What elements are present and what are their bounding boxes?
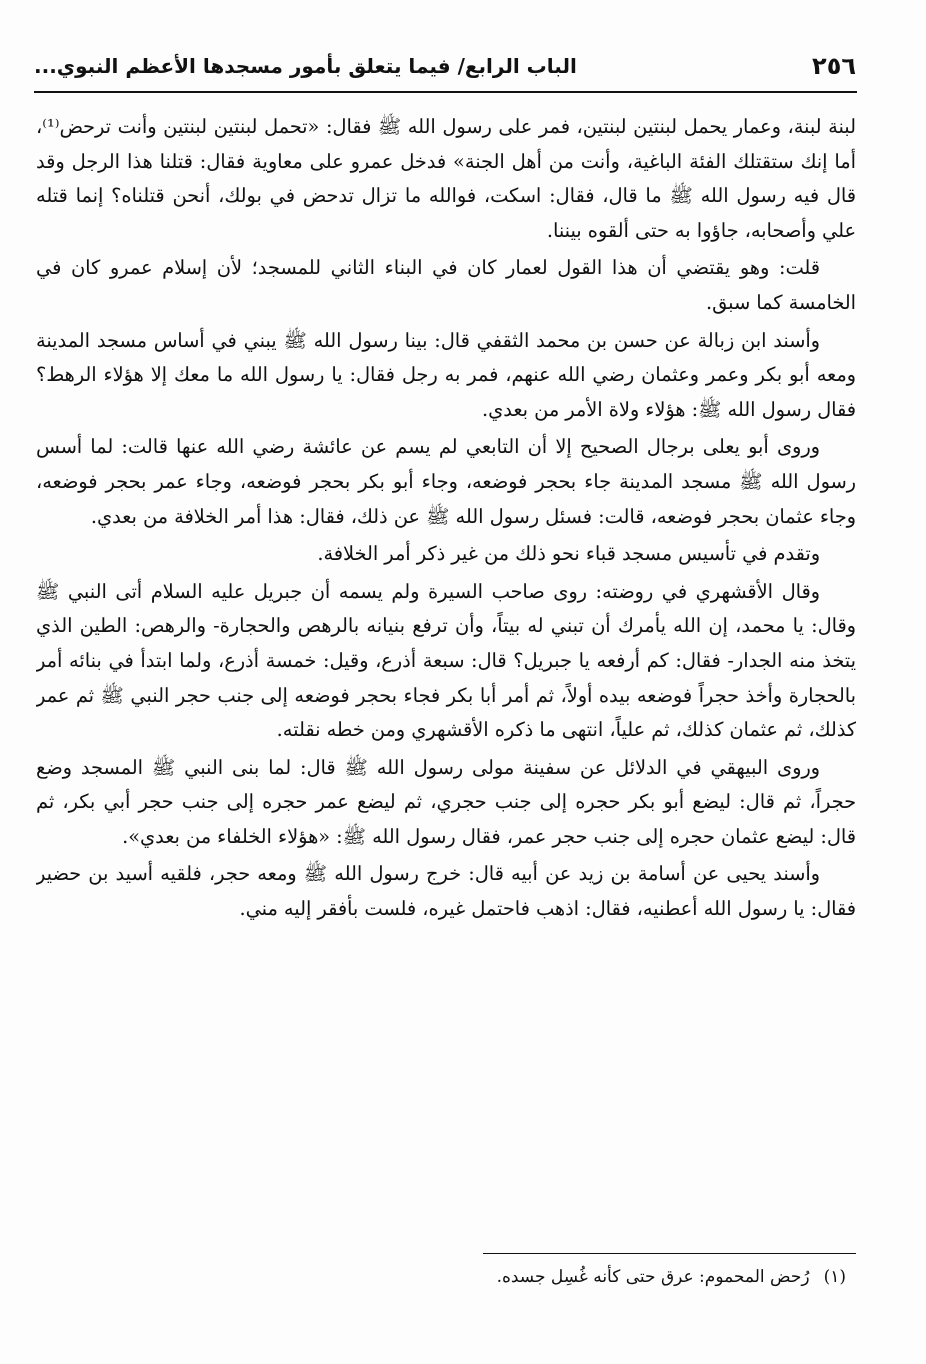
paragraph: وروى أبو يعلى برجال الصحيح إلا أن التابعي لم يسم عن عائشة رضي الله عنها قالت: لما أسس رسول الله ﷺ مسجد المدينة جاء بحجر فوضعه، وجاء أبو بكر بحجر فوضعه، وجاء عمر بحجر فوضعه، وجاء عثمان بحجر فوضعه، قالت: فسئل رسول الله ﷺ عن ذلك، فقال: هذا أمر الخلافة من بعدي. — [36, 435, 856, 528]
footnote-marker: (١) — [823, 1267, 846, 1287]
paragraph: وروى البيهقي في الدلائل عن سفينة مولى رسول الله ﷺ قال: لما بنى النبي ﷺ المسجد وضع حجراً، ثم قال: ليضع أبو بكر حجره إلى جنب حجري، ثم ليضع عمر حجره إلى جنب حجر أبي بكر، ثم قال: ليضع عثمان حجره إلى جنب حجر عمر، فقال رسول الله ﷺ: «هؤلاء الخلفاء من بعدي». — [36, 755, 856, 848]
footnote-text: رُحض المحموم: عرق حتى كأنه غُسِل جسده. — [496, 1267, 810, 1287]
footnote — [86, 1262, 846, 1292]
header-divider — [34, 91, 857, 93]
page-header — [34, 46, 856, 86]
footnote-divider — [483, 1253, 856, 1254]
paragraph: وتقدم في تأسيس مسجد قباء نحو ذلك من غير ذكر أمر الخلافة. — [317, 542, 820, 566]
paragraph: لبنة لبنة، وعمار يحمل لبنتين لبنتين، فمر على رسول الله ﷺ فقال: «تحمل لبنتين لبنتين وأنت ترحض⁽¹⁾، أما إنك ستقتلك الفئة الباغية، وأنت من أهل الجنة» فدخل عمرو على معاوية فقال: قتلنا هذا الرجل وقد قال فيه رسول الله ﷺ ما قال، فقال: اسكت، فوالله ما تزال تدحض في بولك، أنحن قتلناه؟ إنما قتله علي وأصحابه، جاؤوا به حتى ألقوه بيننا. — [36, 115, 856, 242]
paragraph: قلت: وهو يقتضي أن هذا القول لعمار كان في البناء الثاني للمسجد؛ لأن إسلام عمرو كان في الخامسة كما سبق. — [36, 256, 856, 314]
paragraph: وأسند يحيى عن أسامة بن زيد عن أبيه قال: خرج رسول الله ﷺ ومعه حجر، فلقيه أسيد بن حضير فقال: يا رسول الله أعطنيه، فقال: اذهب فاحتمل غيره، فلست بأفقر إليه مني. — [36, 862, 856, 921]
page-number: ٢٥٦ — [812, 52, 856, 80]
paragraph: وأسند ابن زبالة عن حسن بن محمد الثقفي قال: بينا رسول الله ﷺ يبني في أساس مسجد المدينة ومعه أبو بكر وعمر وعثمان رضي الله عنهم، فمر به رجل فقال: يا رسول الله ما معك إلا هؤلاء الرهط؟ فقال رسول الله ﷺ: هؤلاء ولاة الأمر من بعدي. — [36, 328, 856, 421]
paragraph: وقال الأقشهري في روضته: روى صاحب السيرة ولم يسمه أن جبريل عليه السلام أتى النبي ﷺ وقال: يا محمد، إن الله يأمرك أن تبني له بيتاً، وأن ترفع بنيانه بالرهص والحجارة- والرهص: الطين الذي يتخذ منه الجدار- فقال: كم أرفعه يا جبريل؟ قال: سبعة أذرع، وقيل: خمسة أذرع، ولما ابتدأ في بنائه أمر بالحجارة وأخذ حجراً فوضعه بيده أولاً، ثم أمر أبا بكر فجاء بحجر فوضعه إلى جنب حجر النبي ﷺ ثم عمر كذلك، ثم عثمان كذلك، ثم علياً، انتهى ما ذكره الأقشهري ومن خطه نقلته. — [36, 579, 856, 742]
main-text — [36, 110, 856, 1235]
running-title: الباب الرابع/ فيما يتعلق بأمور مسجدها الأعظم النبوي... — [34, 54, 577, 78]
